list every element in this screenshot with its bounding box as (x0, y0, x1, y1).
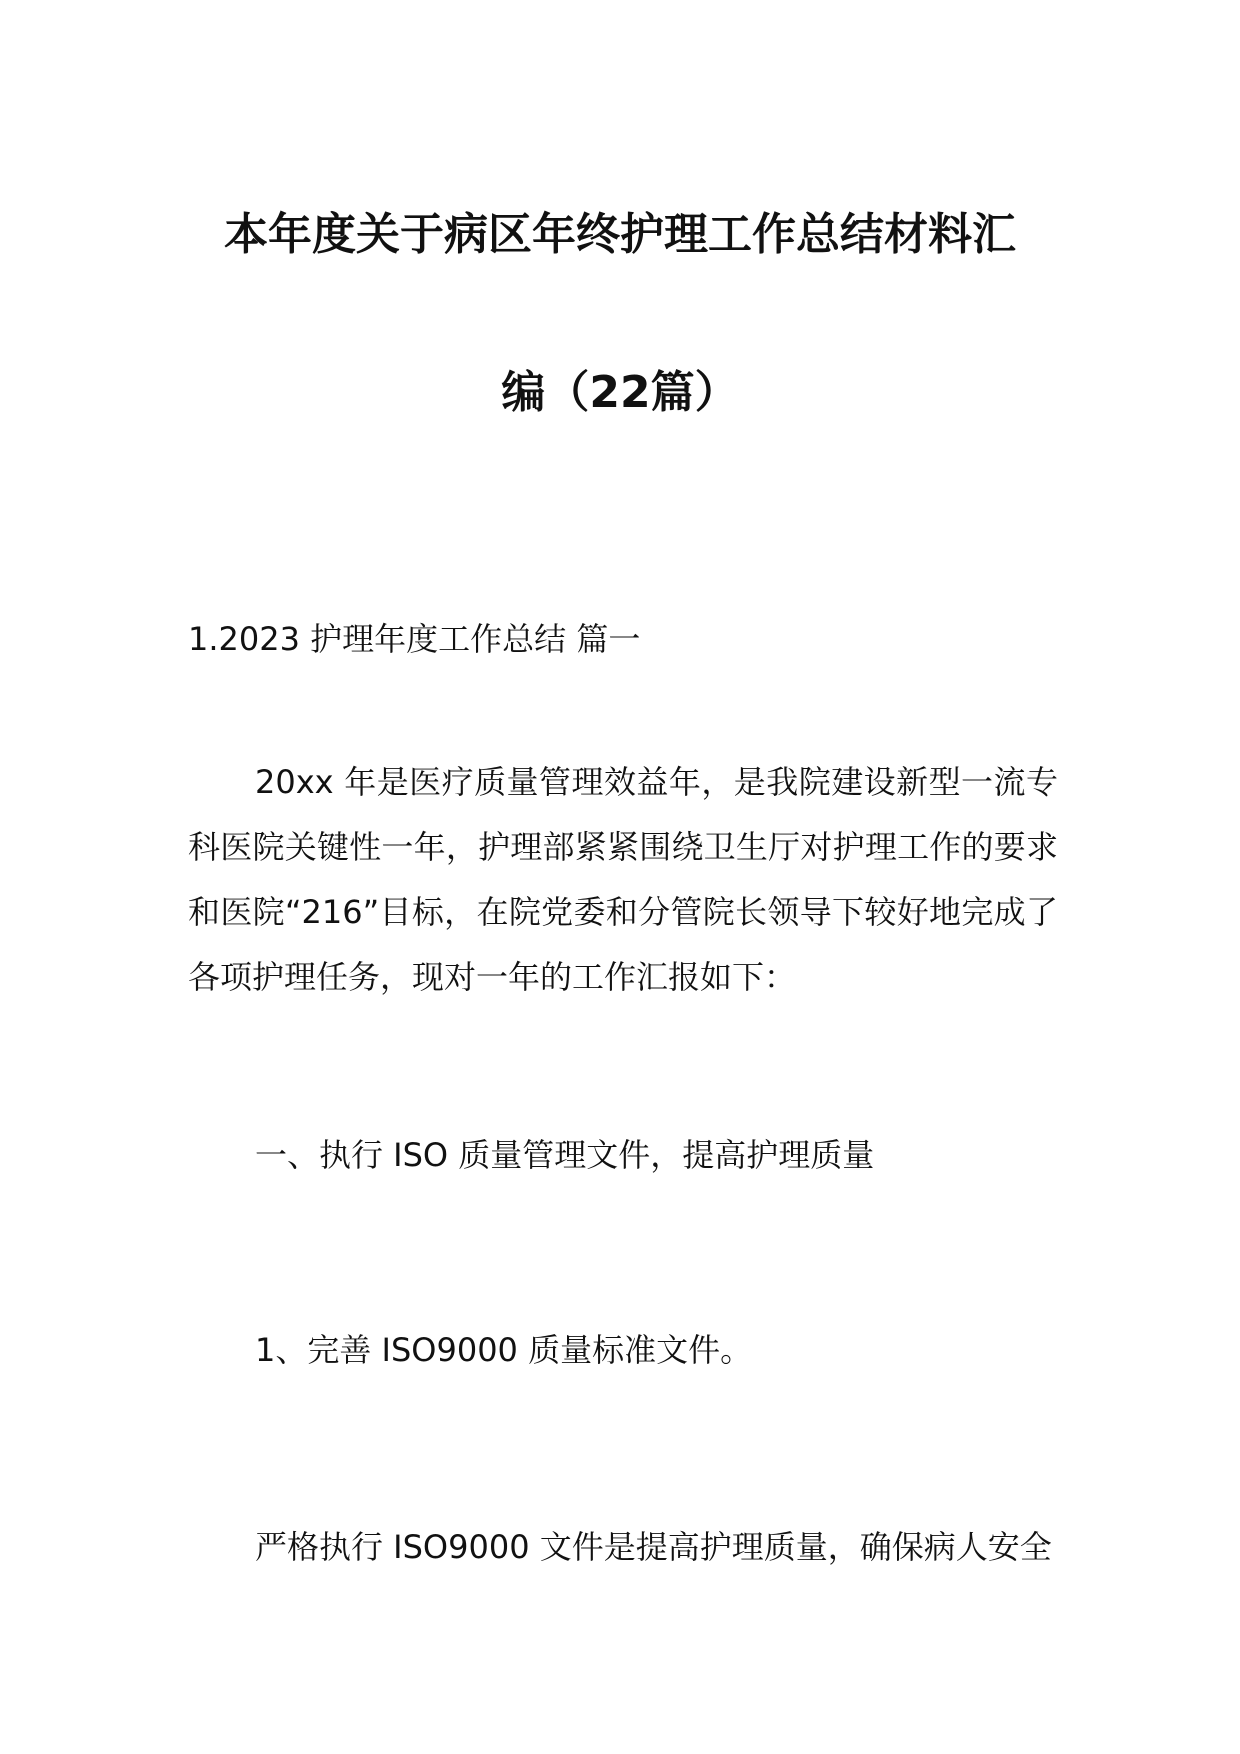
paragraph-two-start: 严格执行 ISO9000 文件是提高护理质量，确保病人安全 (255, 1528, 1052, 1566)
item-one: 1、完善 ISO9000 质量标准文件。 (255, 1331, 753, 1369)
section-heading: 1.2023 护理年度工作总结 篇一 (188, 620, 641, 658)
intro-paragraph: 20xx 年是医疗质量管理效益年，是我院建设新型一流专科医院关键性一年，护理部紧紧围绕卫生厅对护理工作的要求和医院“216”目标，在院党委和分管院长领导下较好地完成了各项护理任务，现对一年的工作汇报如下： (188, 763, 1058, 996)
document-title-line-1: 本年度关于病区年终护理工作总结材料汇 (224, 209, 1016, 260)
document-title-line-2: 编（22篇） (501, 367, 739, 418)
heading-one: 一、执行 ISO 质量管理文件，提高护理质量 (255, 1136, 875, 1174)
